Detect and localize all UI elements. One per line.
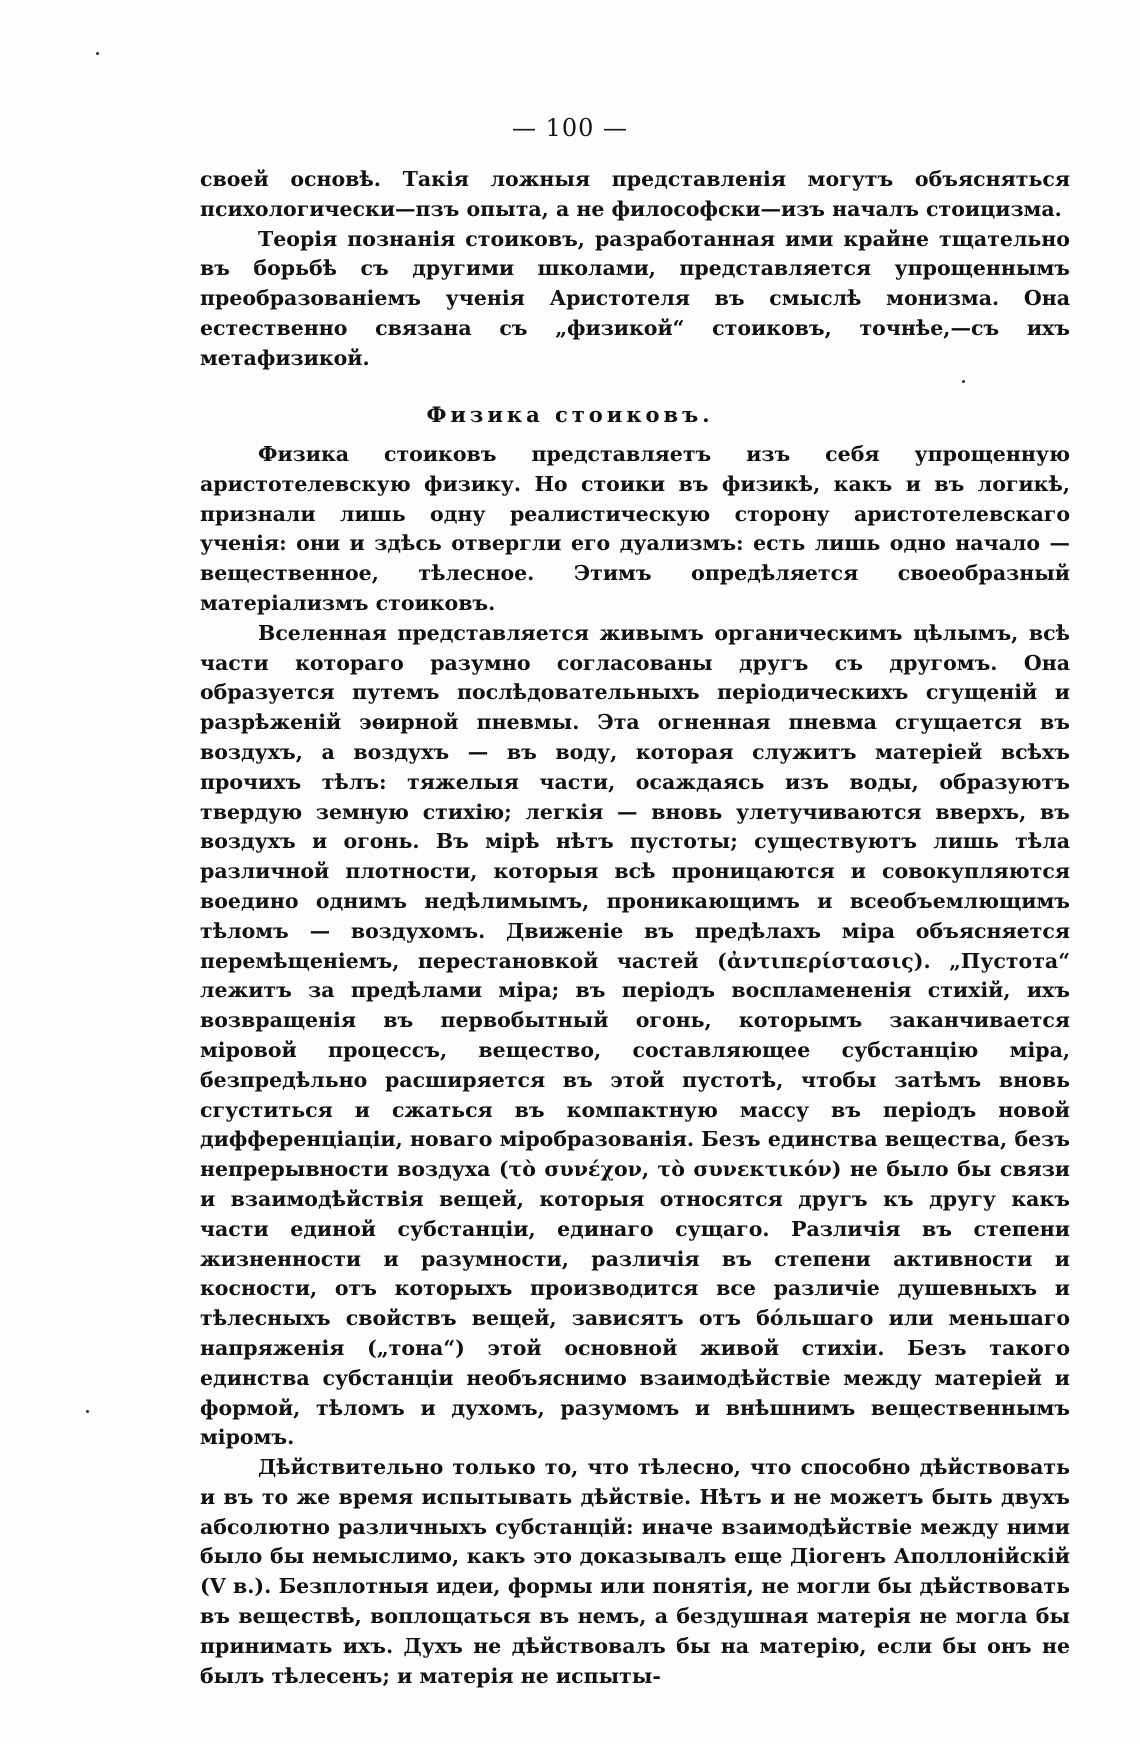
intro-text xyxy=(200,165,1070,374)
section-heading: Физика стоиковъ. xyxy=(426,402,714,427)
paragraph: Дѣйствительно только то, что тѣлесно, что способно дѣйствовать и въ то же время испытывать дѣйствіе. Нѣтъ и не можетъ быть двухъ абсолютно различныхъ субстанцій: иначе взаимодѣйствіе между ними было бы немыслимо, какъ это доказывалъ еще Діогенъ Аполлонійскій (V в.). Безплотныя идеи, формы или понятія, не могли бы дѣйствовать въ веществѣ, воплощаться въ немъ, а бездушная матерія не могла бы принимать ихъ. Духъ не дѣйствовалъ бы на матерію, если бы онъ не былъ тѣлесенъ; и матерія не испыты- xyxy=(200,1455,1070,1688)
paragraph: Теорія познанія стоиковъ, разработанная ими крайне тщательно въ борьбѣ съ другими школами, представляется упрощеннымъ преобразованіемъ ученія Аристотеля въ смыслѣ монизма. Она естественно связана съ „физикой“ стоиковъ, точнѣе,—съ ихъ метафизикой. xyxy=(200,226,1070,370)
paragraph: Физика стоиковъ представляетъ изъ себя упрощенную аристотелевскую физику. Но стоики въ физикѣ, какъ и въ логикѣ, признали лишь одну реалистическую сторону аристотелевскаго ученія: они и здѣсь отвергли его дуализмъ: есть лишь одно начало — вещественное, тѣлесное. Этимъ опредѣляется своеобразный матеріализмъ стоиковъ. xyxy=(200,442,1070,615)
scan-speck xyxy=(86,1410,89,1413)
paragraph: Вселенная представляется живымъ органическимъ цѣлымъ, всѣ части котораго разумно согласованы другъ съ другомъ. Она образуется путемъ послѣдовательныхъ періодическихъ сгущеній и разрѣженій эѳирной пневмы. Эта огненная пневма сгущается въ воздухъ, а воздухъ — въ воду, которая служитъ матеріей всѣхъ прочихъ тѣлъ: тяжелыя части, осаждаясь изъ воды, образуютъ твердую земную стихію; легкія — вновь улетучиваются вверхъ, въ воздухъ и огонь. Въ мірѣ нѣтъ пустоты; существуютъ лишь тѣла различной плотности, которыя всѣ проницаются и совокупляются воедино однимъ недѣлимымъ, проникающимъ и всеобъемлющимъ тѣломъ — воздухомъ. Движеніе въ предѣлахъ міра объясняется перемѣщеніемъ, перестановкой частей (ἀντιπερίστασις). „Пустота“ лежитъ за предѣлами міра; въ періодъ воспламененія стихій, ихъ возвращенія въ первобытный огонь, которымъ заканчивается міровой процессъ, вещество, составляющее субстанцію міра, безпредѣльно расширяется въ этой пустотѣ, чтобы затѣмъ вновь сгуститься и сжаться въ компактную массу въ періодъ новой дифференціаціи, новаго міробразованія. Безъ единства вещества, безъ непрерывности воздуха (τὸ συνέχον, τὸ συνεκτικόν) не было бы связи и взаимодѣйствія вещей, которыя относятся другъ къ другу какъ части единой субстанціи, единаго сущаго. Различія въ степени жизненности и разумности, различія въ степени активности и косности, отъ которыхъ производится все различіе душевныхъ и тѣлесныхъ свойствъ вещей, зависятъ отъ бóльшаго или меньшаго напряженія („тона“) этой основной живой стихіи. Безъ такого единства субстанціи необъяснимо взаимодѣйствіе между матеріей и формой, тѣломъ и духомъ, разумомъ и внѣшнимъ вещественнымъ міромъ. xyxy=(200,620,1070,1450)
section-text xyxy=(200,440,1070,1691)
scan-speck xyxy=(96,52,99,55)
page-number: — 100 — xyxy=(511,114,629,142)
paragraph: своей основѣ. Такія ложныя представленія могутъ объясняться психологически—пзъ опыта, а не философски—изъ началъ стоицизма. xyxy=(200,167,1070,221)
scan-speck xyxy=(962,380,965,383)
